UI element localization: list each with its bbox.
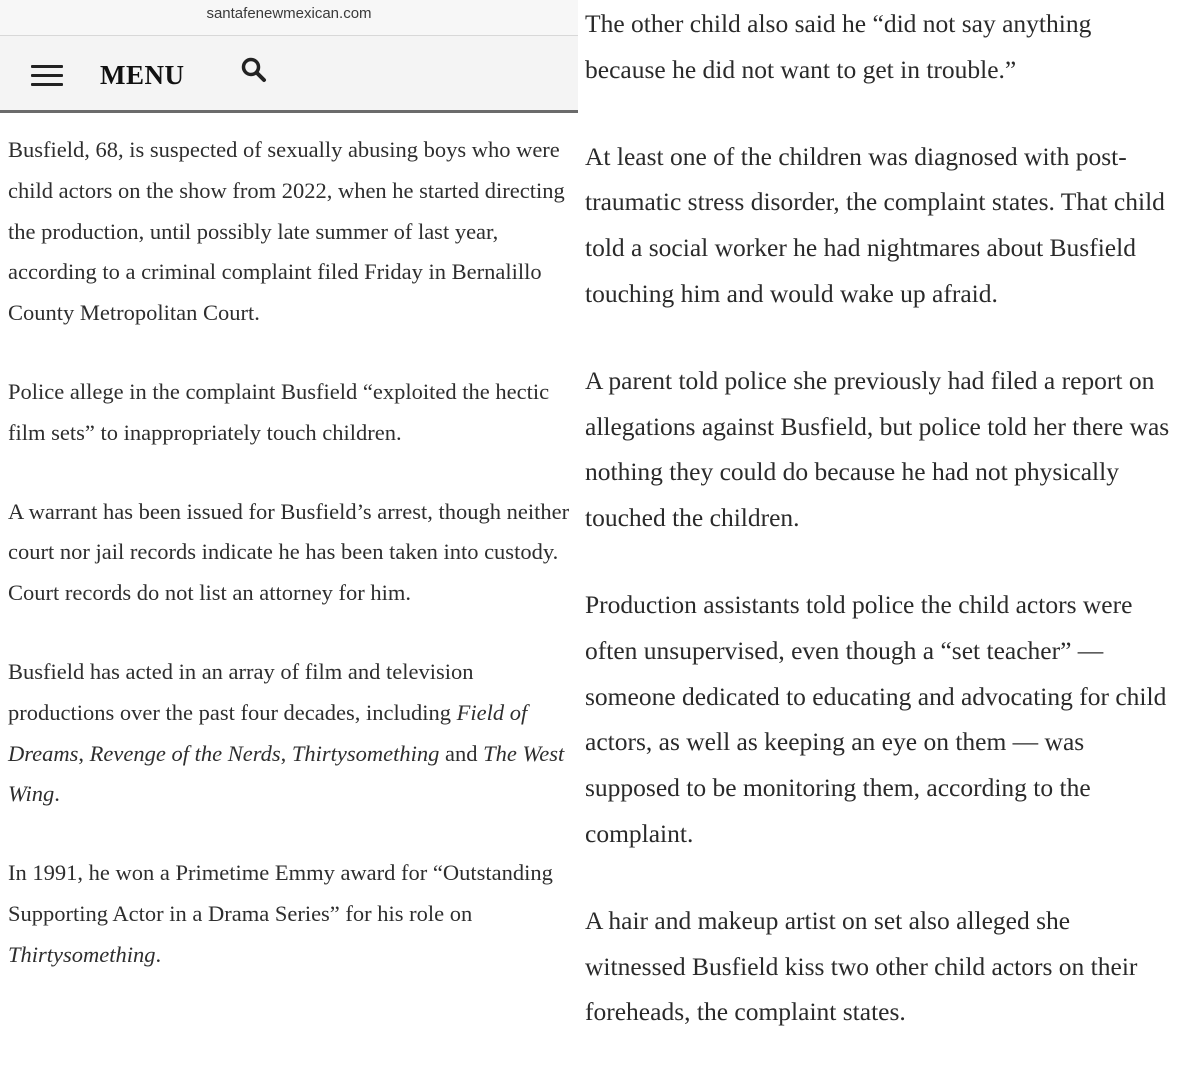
- url-text: santafenewmexican.com: [206, 5, 372, 22]
- browser-url-bar[interactable]: [0, 0, 578, 36]
- left-screenshot-panel: [0, 0, 578, 1089]
- paragraph: Production assistants told police the child actors were often unsupervised, even though a “set teacher” — someone dedicated to educating and advocating for child actors, as well as keeping an eye on them — was supposed to be monitoring them, according to the complaint.: [585, 589, 1167, 848]
- show-title: The West Wing: [8, 740, 565, 807]
- text-run: ,: [280, 740, 292, 766]
- right-screenshot-panel: [578, 0, 1177, 1089]
- hamburger-menu-icon[interactable]: [31, 65, 63, 87]
- paragraph: Police allege in the complaint Busfield “exploited the hectic film sets” to inappropriately touch children.: [8, 378, 550, 445]
- paragraph: A warrant has been issued for Busfield’s arrest, though neither court nor jail records indicate he has been taken into custody. Court records do not list an attorney for him.: [8, 498, 570, 606]
- paragraph: [8, 652, 573, 815]
- text-run: .: [155, 941, 162, 967]
- text-run: and: [439, 740, 484, 766]
- paragraph: Busfield, 68, is suspected of sexually abusing boys who were child actors on the show from 2022, when he started directing the production, until possibly late summer of last year, according to a criminal complaint filed Friday in Bernalillo County Metropolitan Court.: [8, 137, 565, 326]
- paragraph: A parent told police she previously had filed a report on allegations against Busfield, but police told her there was nothing they could do because he had not physically touched the children.: [585, 365, 1170, 533]
- film-title: Field of Dreams: [8, 699, 528, 766]
- paragraph: At least one of the children was diagnosed with post-traumatic stress disorder, the complaint states. That child told a social worker he had nightmares about Busfield touching him and would wake up afraid.: [585, 141, 1165, 308]
- left-article-body: [8, 130, 573, 1014]
- show-title: Thirtysomething: [291, 740, 440, 766]
- right-article-body: [585, 1, 1175, 1076]
- show-title: Thirtysomething: [8, 941, 156, 967]
- paragraph: [8, 853, 573, 975]
- paragraph: The other child also said he “did not say anything because he did not want to get in trouble.”: [585, 9, 1092, 84]
- text-run: ,: [78, 740, 90, 766]
- paragraph: A hair and makeup artist on set also alleged she witnessed Busfield kiss two other child actors on their foreheads, the complaint states.: [585, 905, 1138, 1027]
- site-nav-bar: [0, 36, 578, 113]
- text-run: .: [54, 781, 60, 807]
- search-icon[interactable]: [240, 56, 268, 84]
- text-run: In 1991, he won a Primetime Emmy award for “Outstanding Supporting Actor in a Drama Series” for his role on: [8, 860, 553, 926]
- text-run: Busfield has acted in an array of film and television productions over the past four decades, including: [8, 658, 474, 725]
- film-title: Revenge of the Nerds: [89, 740, 281, 766]
- menu-button[interactable]: MENU: [100, 60, 185, 90]
